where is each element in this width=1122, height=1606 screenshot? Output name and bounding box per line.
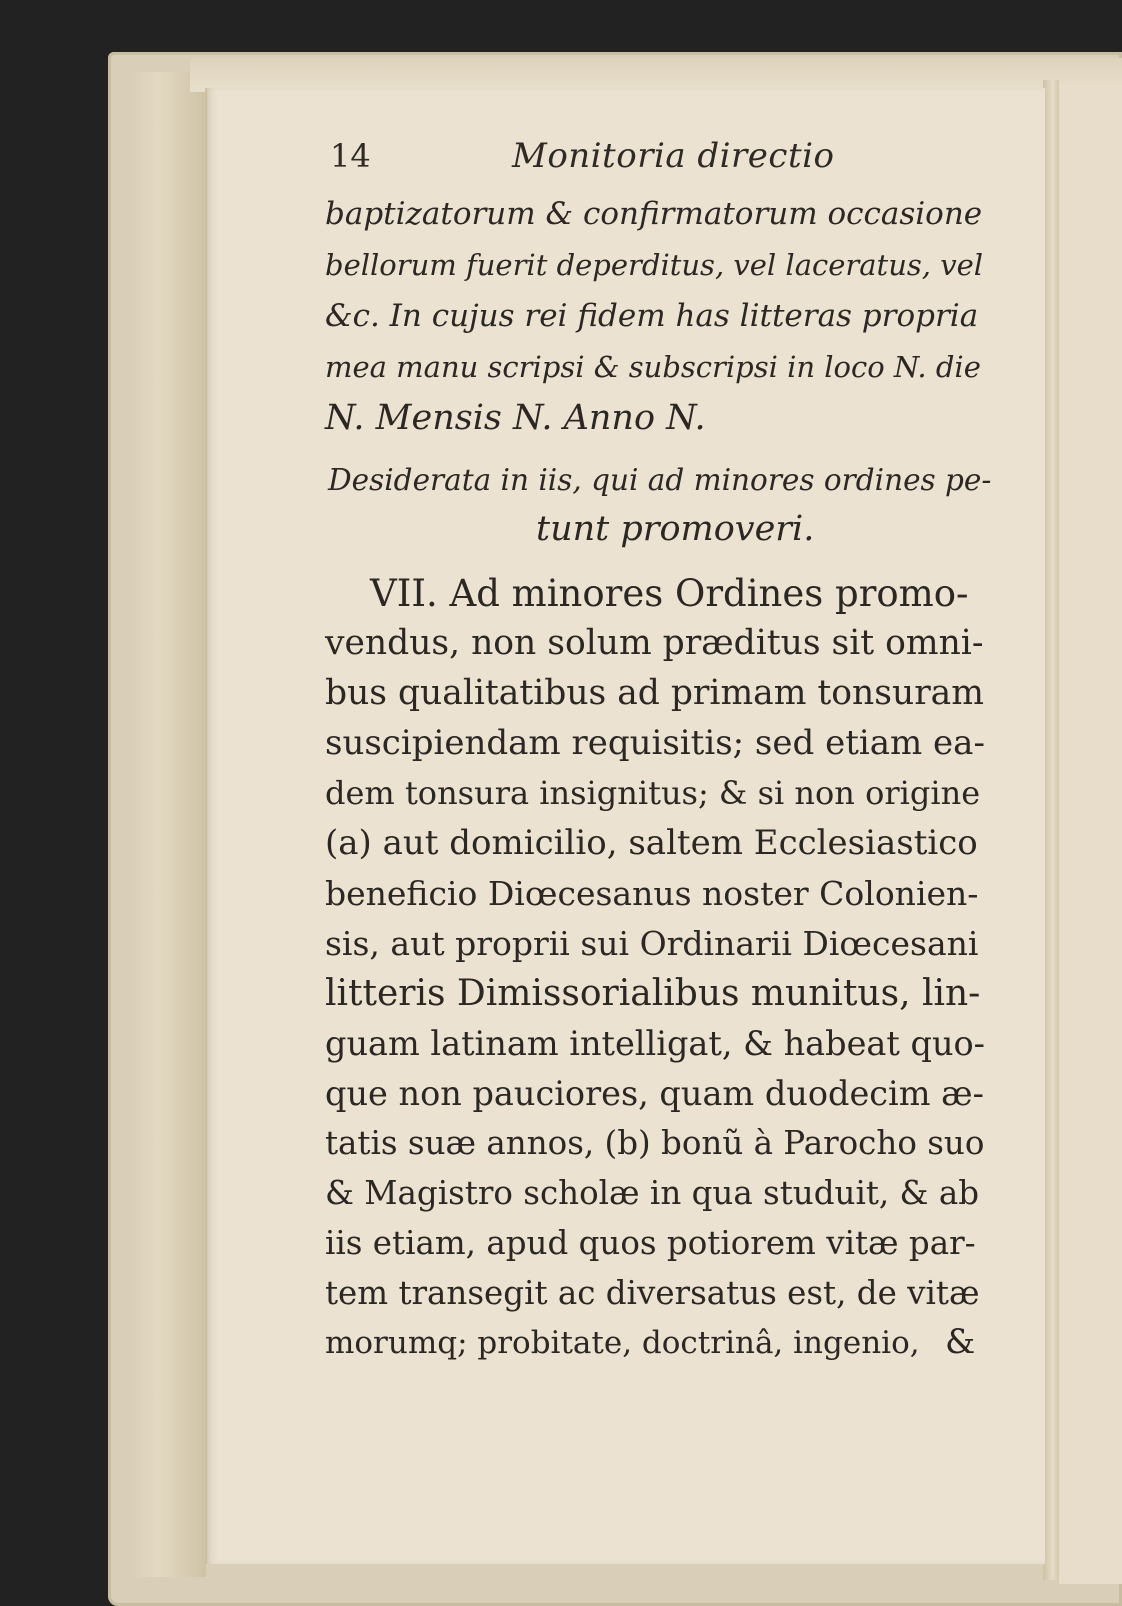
text-line: beneficio Diœcesanus noster Colonien- [325, 874, 979, 913]
facing-page [1059, 84, 1122, 1584]
text-line: baptizatorum & confirmatorum occasione [325, 196, 983, 232]
page-edges [126, 72, 206, 1577]
text-line: & Magistro scholæ in qua studuit, & ab [325, 1174, 979, 1212]
text-line: sis, aut proprii sui Ordinarii Diœcesani [325, 924, 979, 963]
section-heading-line-1: Desiderata in iis, qui ad minores ordines pe- [328, 463, 992, 497]
text-line: mea manu scripsi & subscripsi in loco N. die [325, 350, 981, 384]
text-line: (a) aut domicilio, saltem Ecclesiastico [325, 823, 978, 863]
text-line: litteris Dimissorialibus munitus, lin- [325, 973, 981, 1014]
text-line: vendus, non solum præditus sit omni- [325, 623, 984, 663]
section-heading-line-2: tunt promoveri. [536, 509, 815, 549]
text-line: suscipiendam requisitis; sed etiam ea- [325, 723, 985, 763]
text-line: tem transegit ac diversatus est, de vitæ [325, 1274, 980, 1312]
text-line: &c. In cujus rei fidem has litteras propria [325, 298, 979, 334]
book-gutter [1043, 80, 1059, 1580]
text-line: dem tonsura insignitus; & si non origine [325, 774, 981, 812]
text-line: iis etiam, apud quos potiorem vitæ par- [325, 1224, 976, 1262]
catchword: & [945, 1322, 976, 1362]
text-line: que non pauciores, quam duodecim æ- [325, 1074, 984, 1113]
text-line: bellorum fuerit deperditus, vel laceratus, vel [325, 248, 984, 282]
text-line: bus qualitatibus ad primam tonsuram [325, 673, 984, 713]
page-number: 14 [330, 137, 371, 175]
cover-top-edge [190, 58, 1122, 92]
text-line: morumq; probitate, doctrinâ, ingenio, [325, 1325, 920, 1361]
text-line: N. Mensis N. Anno N. [325, 398, 706, 438]
running-head: Monitoria directio [512, 136, 835, 176]
text-line: tatis suæ annos, (b) bonũ à Parocho suo [325, 1124, 985, 1162]
text-line: guam latinam intelligat, & habeat quo- [325, 1024, 986, 1063]
text-line: VII. Ad minores Ordines promo- [370, 572, 969, 615]
